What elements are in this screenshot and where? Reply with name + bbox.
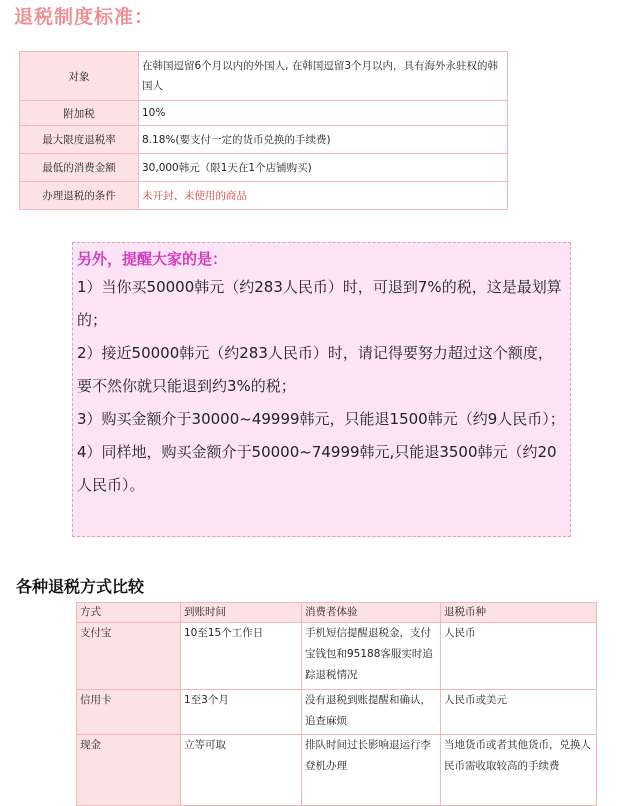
policy-value: 在韩国逗留6个月以内的外国人, 在韩国逗留3个月以内，具有海外永驻权的韩国人 <box>139 52 508 101</box>
table-header-row <box>77 603 597 623</box>
table-cell: 排队时间过长影响退运行李登机办理 <box>302 735 441 806</box>
reminder-item: 2）接近50000韩元（约283人民币）时，请记得要努力超过这个额度，要不然你就只能退到约3%的税； <box>77 344 553 395</box>
reminder-box <box>72 242 571 537</box>
tax-policy-table <box>19 51 508 210</box>
column-header: 到账时间 <box>181 603 302 623</box>
column-header: 消费者体验 <box>302 603 441 623</box>
table-cell: 信用卡 <box>77 690 181 735</box>
table-row <box>20 154 508 182</box>
table-cell: 支付宝 <box>77 623 181 690</box>
reminder-item: 1）当你买50000韩元（约283人民币）时，可退到7%的税，这是最划算的； <box>77 278 562 329</box>
policy-value: 10% <box>139 101 508 126</box>
table-cell: 1至3个月 <box>181 690 302 735</box>
refund-method-table <box>76 602 597 806</box>
page-title: 退税制度标准： <box>14 6 155 28</box>
table-cell: 人民币或美元 <box>441 690 597 735</box>
table-row <box>20 126 508 154</box>
reminder-item: 3）购买金额介于30000~49999韩元，只能退1500韩元（约9人民币）； <box>77 410 565 428</box>
reminder-item: 4）同样地，购买金额介于50000~74999韩元,只能退3500韩元（约20人民币）。 <box>77 443 557 494</box>
section-title: 各种退税方式比较 <box>16 577 145 596</box>
table-cell: 10至15个工作日 <box>181 623 302 690</box>
policy-key: 最大限度退税率 <box>20 126 139 154</box>
table-row <box>77 690 597 735</box>
reminder-heading: 另外，提醒大家的是： <box>77 250 228 268</box>
table-cell: 现金 <box>77 735 181 806</box>
policy-key: 最低的消费金额 <box>20 154 139 182</box>
table-row <box>20 52 508 101</box>
table-row <box>20 182 508 210</box>
table-cell: 人民币 <box>441 623 597 690</box>
policy-value: 30,000韩元（限1天在1个店铺购买) <box>139 154 508 182</box>
policy-value: 8.18%(要支付一定的货币兑换的手续费) <box>139 126 508 154</box>
table-cell: 立等可取 <box>181 735 302 806</box>
table-row <box>77 623 597 690</box>
table-cell: 手机短信提醒退税金，支付宝钱包和95188客服实时追踪退税情况 <box>302 623 441 690</box>
column-header: 退税币种 <box>441 603 597 623</box>
column-header: 方式 <box>77 603 181 623</box>
policy-key: 对象 <box>20 52 139 101</box>
table-row <box>77 735 597 806</box>
table-cell: 当地货币或者其他货币，兑换人民币需收取较高的手续费 <box>441 735 597 806</box>
policy-value: 未开封、未使用的商品 <box>139 182 508 210</box>
policy-key: 附加税 <box>20 101 139 126</box>
table-cell: 没有退税到账提醒和确认，追查麻烦 <box>302 690 441 735</box>
policy-key: 办理退税的条件 <box>20 182 139 210</box>
table-row <box>20 101 508 126</box>
